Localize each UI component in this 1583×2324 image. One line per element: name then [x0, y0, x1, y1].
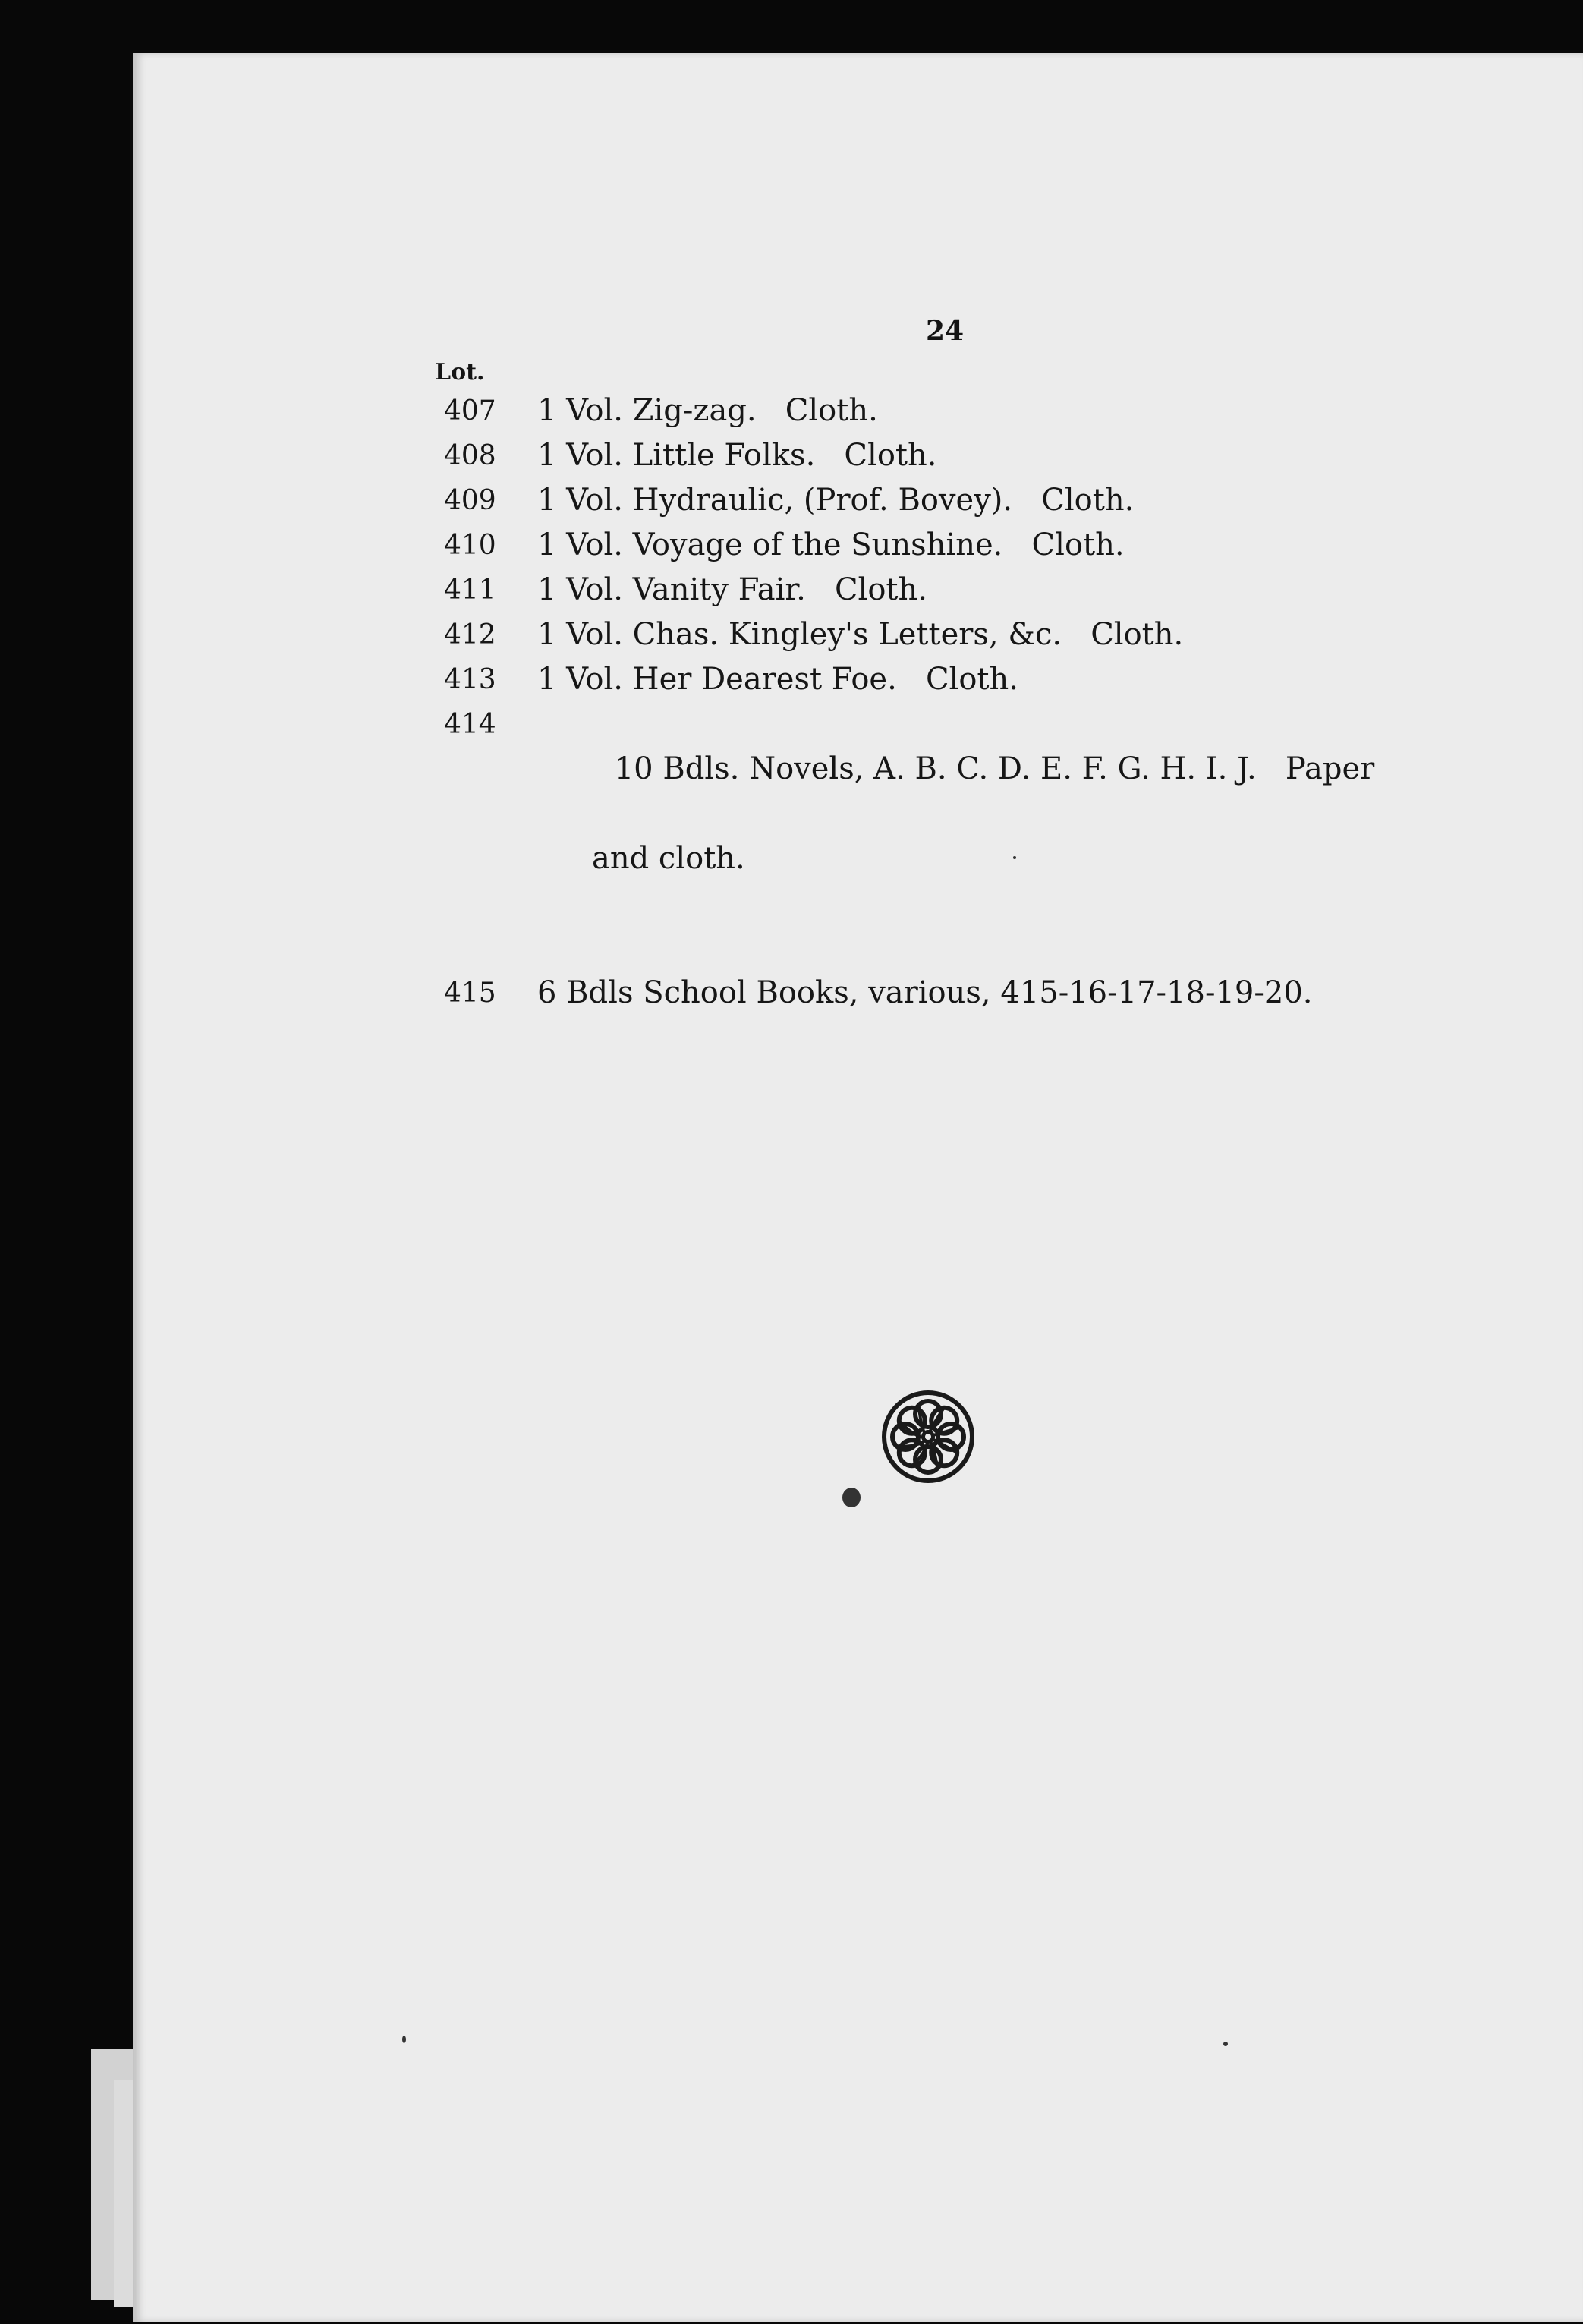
ink-speck — [1013, 856, 1016, 859]
ink-speck — [1223, 2042, 1228, 2046]
lot-number: 409 — [444, 485, 496, 516]
lot-description: 10 Bdls. Novels, A. B. C. D. E. F. G. H. I. J. Paper — [614, 751, 1375, 786]
lot-description-block — [537, 702, 1506, 971]
lot-description: 1 Vol. Her Dearest Foe. Cloth. — [537, 662, 1018, 697]
lot-number: 407 — [444, 395, 496, 427]
lot-row — [444, 971, 1506, 1016]
lot-list — [444, 389, 1506, 1016]
lot-description: 1 Vol. Chas. Kingley's Letters, &c. Cloth. — [537, 617, 1184, 652]
lot-description-continuation: and cloth. — [592, 841, 745, 876]
ink-speck — [402, 2036, 406, 2043]
lot-description: 6 Bdls School Books, various, 415-16-17-18-19-20. — [537, 975, 1313, 1010]
lot-number: 414 — [444, 709, 496, 740]
lot-number: 411 — [444, 575, 496, 606]
lot-description: 1 Vol. Voyage of the Sunshine. Cloth. — [537, 527, 1125, 562]
page-number: 24 — [925, 315, 965, 347]
lot-row — [444, 702, 1506, 971]
lot-description: 1 Vol. Vanity Fair. Cloth. — [537, 572, 927, 607]
lot-row — [444, 478, 1506, 523]
ink-speck — [842, 1488, 861, 1507]
lot-row — [444, 657, 1506, 702]
lot-number: 410 — [444, 530, 496, 561]
lot-row — [444, 568, 1506, 612]
rosette-ornament-icon — [879, 1387, 977, 1486]
lot-column-heading: Lot. — [435, 359, 485, 386]
lot-row — [444, 523, 1506, 568]
lot-description: 1 Vol. Zig-zag. Cloth. — [537, 393, 878, 428]
lot-description: 1 Vol. Hydraulic, (Prof. Bovey). Cloth. — [537, 483, 1135, 518]
lot-number: 408 — [444, 440, 496, 471]
lot-description: 1 Vol. Little Folks. Cloth. — [537, 438, 937, 473]
lot-number: 412 — [444, 619, 496, 650]
lot-number: 415 — [444, 978, 496, 1009]
lot-number: 413 — [444, 664, 496, 695]
lot-row — [444, 389, 1506, 433]
lot-row — [444, 612, 1506, 657]
lot-row — [444, 433, 1506, 478]
